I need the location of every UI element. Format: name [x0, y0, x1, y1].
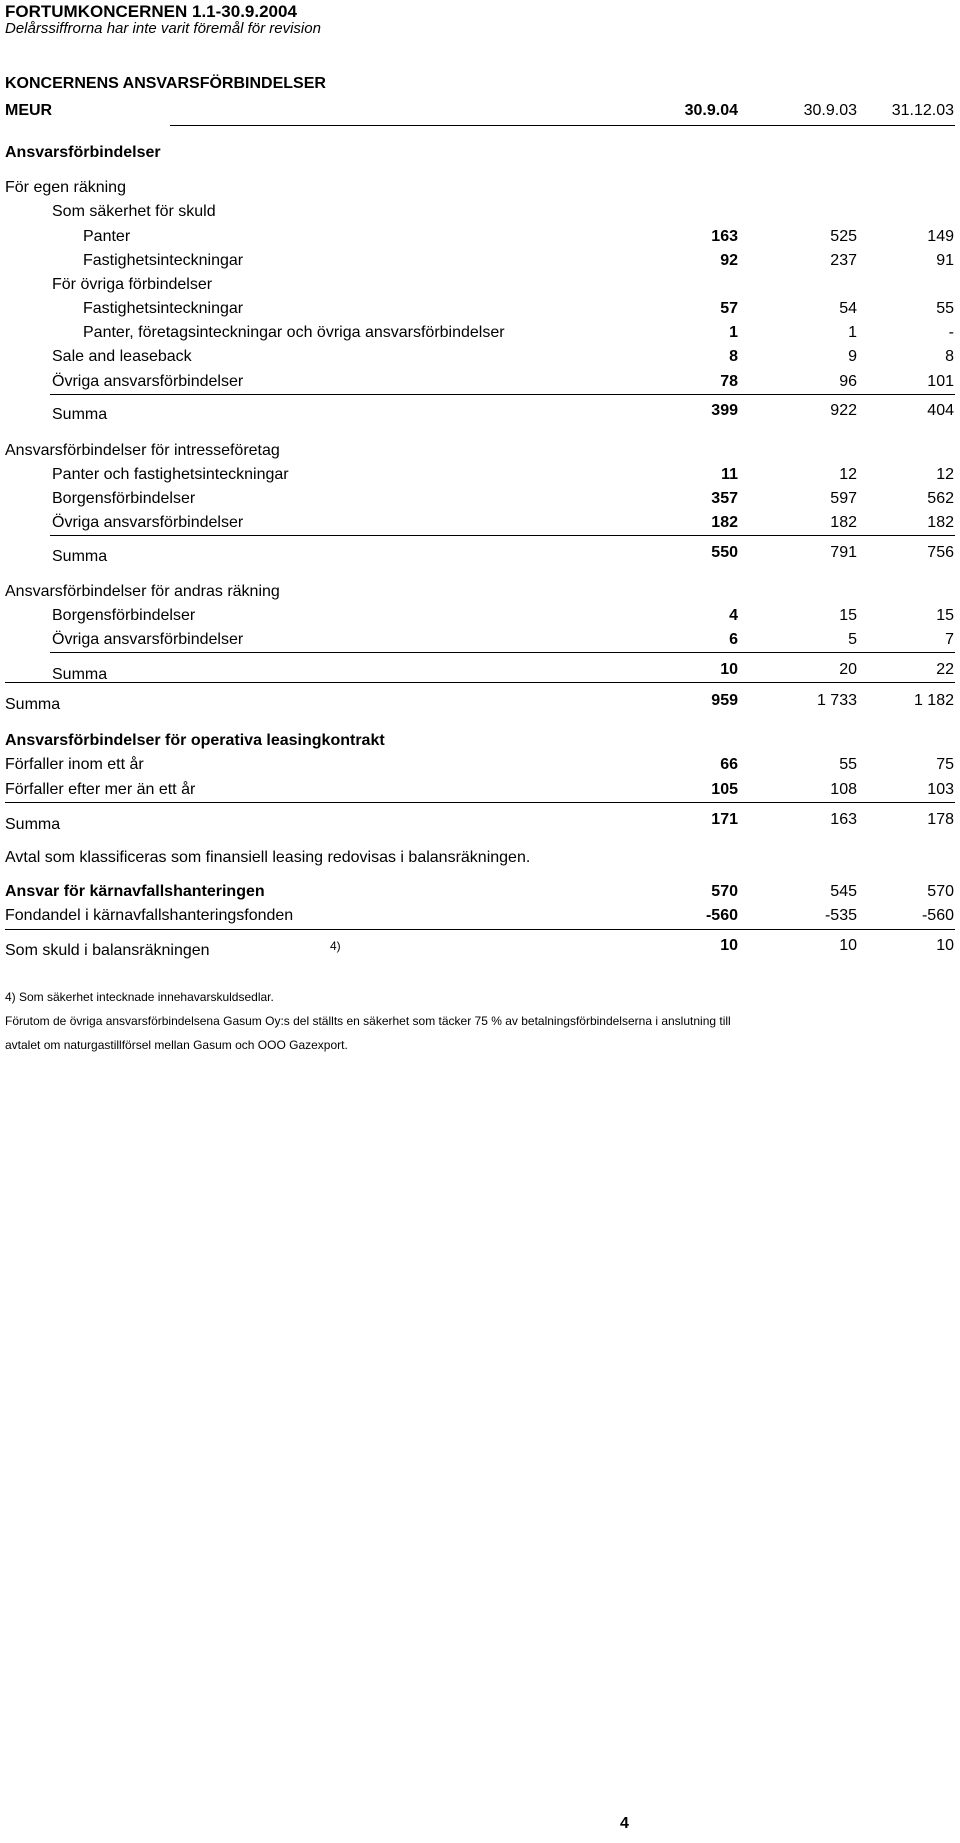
row-label: Fastighetsinteckningar — [83, 252, 244, 269]
row-value: 12 — [936, 466, 954, 483]
heading-andras: Ansvarsförbindelser för andras räkning — [5, 583, 280, 600]
row-value: 570 — [927, 883, 954, 900]
row-label: Fondandel i kärnavfallshanteringsfonden — [5, 907, 294, 924]
row-value: 4 — [729, 607, 738, 624]
row-value: 54 — [839, 300, 857, 317]
row-value: - — [948, 324, 954, 341]
row-label: Ansvar för kärnavfallshanteringen — [5, 883, 265, 900]
row-label: Förfaller efter mer än ett år — [5, 781, 196, 798]
row-value: 182 — [711, 514, 738, 531]
sum-rule — [5, 802, 955, 803]
sum-value: 550 — [711, 544, 738, 561]
sum-value: 171 — [711, 811, 738, 828]
sum-value: 10 — [720, 937, 738, 954]
sum-value: 20 — [839, 661, 857, 678]
sum-value: 163 — [830, 811, 857, 828]
unit-label: MEUR — [5, 102, 53, 119]
sum-value: 10 — [720, 661, 738, 678]
row-value: 7 — [945, 631, 954, 648]
row-value: 8 — [945, 348, 954, 365]
row-label: Panter och fastighetsinteckningar — [52, 466, 289, 483]
row-value: 149 — [927, 228, 954, 245]
row-value: 108 — [830, 781, 857, 798]
row-value: 182 — [927, 514, 954, 531]
row-value: 103 — [927, 781, 954, 798]
sum-value: 1 733 — [816, 692, 857, 709]
row-value: 15 — [936, 607, 954, 624]
row-value: 55 — [839, 756, 857, 773]
row-label: Panter — [83, 228, 131, 245]
header-rule — [170, 125, 955, 126]
sum-label: Summa — [5, 696, 61, 713]
row-value: 101 — [927, 373, 954, 390]
sum-value: 10 — [936, 937, 954, 954]
row-value: 1 — [848, 324, 857, 341]
sum-value: 10 — [839, 937, 857, 954]
row-value: 105 — [711, 781, 738, 798]
row-value: 92 — [720, 252, 738, 269]
heading-intresse: Ansvarsförbindelser för intresseföretag — [5, 442, 280, 459]
row-value: 597 — [830, 490, 857, 507]
footnote: avtalet om naturgastillförsel mellan Gasum och OOO Gazexport. — [5, 1038, 348, 1052]
row-label: Förfaller inom ett år — [5, 756, 144, 773]
sum-value: 1 182 — [913, 692, 954, 709]
row-value: 66 — [720, 756, 738, 773]
footnote: Förutom de övriga ansvarsförbindelsena Gasum Oy:s del ställts en säkerhet som täcker 75 % av betalningsförbindelserna i anslutning till — [5, 1014, 731, 1028]
row-value: 570 — [711, 883, 738, 900]
footnote: 4) Som säkerhet intecknade innehavarskuldsedlar. — [5, 990, 274, 1004]
sum-rule — [5, 929, 955, 930]
sum-label: Summa — [5, 816, 61, 833]
row-label: Övriga ansvarsförbindelser — [52, 631, 244, 648]
row-label: Panter, företagsinteckningar och övriga ansvarsförbindelser — [83, 324, 505, 341]
heading-egen: För egen räkning — [5, 179, 126, 196]
row-value: 182 — [830, 514, 857, 531]
sum-value: 404 — [927, 402, 954, 419]
sum-rule — [50, 394, 955, 395]
row-value: 57 — [720, 300, 738, 317]
row-value: 562 — [927, 490, 954, 507]
row-value: 8 — [729, 348, 738, 365]
sum-label: Summa — [52, 406, 108, 423]
row-value: 12 — [839, 466, 857, 483]
row-value: 163 — [711, 228, 738, 245]
row-value: 78 — [720, 373, 738, 390]
heading-leasing: Ansvarsförbindelser för operativa leasingkontrakt — [5, 732, 385, 749]
sum-value: 178 — [927, 811, 954, 828]
row-value: 15 — [839, 607, 857, 624]
row-label: Borgensförbindelser — [52, 490, 196, 507]
row-value: 6 — [729, 631, 738, 648]
row-value: -560 — [921, 907, 954, 924]
heading-ansvar: Ansvarsförbindelser — [5, 144, 161, 161]
sum-label: Summa — [52, 666, 108, 683]
row-label: Borgensförbindelser — [52, 607, 196, 624]
row-value: 545 — [830, 883, 857, 900]
column-header-2: 30.9.03 — [803, 102, 857, 119]
row-value: 55 — [936, 300, 954, 317]
row-value: 96 — [839, 373, 857, 390]
sum-value: 22 — [936, 661, 954, 678]
page-number: 4 — [620, 1815, 629, 1832]
column-header-1: 30.9.04 — [684, 102, 738, 119]
sum-rule — [50, 535, 955, 536]
row-value: 237 — [830, 252, 857, 269]
sum-rule — [5, 682, 955, 683]
column-header-3: 31.12.03 — [891, 102, 954, 119]
sum-rule — [50, 652, 955, 653]
sum-value: 959 — [711, 692, 738, 709]
leasing-note: Avtal som klassificeras som finansiell leasing redovisas i balansräkningen. — [5, 849, 531, 866]
sum-label: Som skuld i balansräkningen — [5, 942, 210, 959]
row-value: -535 — [824, 907, 857, 924]
report-subtitle: Delårssiffrorna har inte varit föremål för revision — [5, 20, 321, 37]
row-value: -560 — [705, 907, 738, 924]
row-value: 5 — [848, 631, 857, 648]
row-label: Sale and leaseback — [52, 348, 192, 365]
row-label: Fastighetsinteckningar — [83, 300, 244, 317]
sum-value: 399 — [711, 402, 738, 419]
row-label: Övriga ansvarsförbindelser — [52, 514, 244, 531]
row-label: Övriga ansvarsförbindelser — [52, 373, 244, 390]
row-value: 357 — [711, 490, 738, 507]
row-value: 11 — [721, 466, 738, 483]
footnote-reference: 4) — [330, 939, 341, 953]
section-title: KONCERNENS ANSVARSFÖRBINDELSER — [5, 75, 326, 92]
row-value: 75 — [936, 756, 954, 773]
sum-value: 756 — [927, 544, 954, 561]
sum-value: 922 — [830, 402, 857, 419]
row-value: 525 — [830, 228, 857, 245]
row-value: 91 — [936, 252, 954, 269]
row-value: 9 — [848, 348, 857, 365]
sum-value: 791 — [830, 544, 857, 561]
row-value: 1 — [729, 324, 738, 341]
heading-sakerhet: Som säkerhet för skuld — [52, 203, 216, 220]
heading-ovriga-forb: För övriga förbindelser — [52, 276, 213, 293]
sum-label: Summa — [52, 548, 108, 565]
report-title: FORTUMKONCERNEN 1.1-30.9.2004 — [5, 2, 297, 21]
